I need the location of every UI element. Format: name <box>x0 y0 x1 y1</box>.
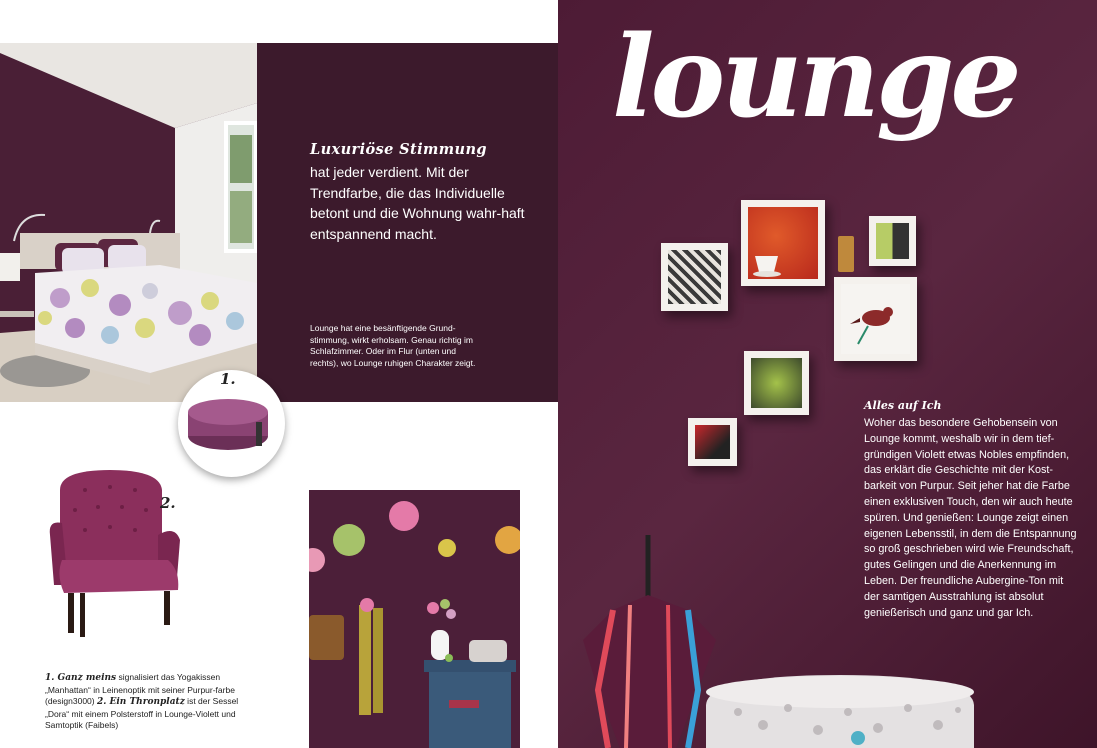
hallway-illustration <box>309 490 520 748</box>
armchair-photo <box>40 465 190 643</box>
hallway-photo <box>309 490 520 748</box>
bedroom-photo <box>0 43 257 402</box>
shadow-box-3 <box>869 216 916 266</box>
shadow-box-1 <box>661 243 728 311</box>
shadow-box-5 <box>744 351 809 415</box>
bird-icon <box>848 292 904 348</box>
intro-caption: Lounge hat eine besänftigende Grund-stimmung, wirkt erholsam. Genau richtig im Schlafzimmer. Oder im Flur (unten und rechts), wo Lounge ruhigen Charakter zeigt. <box>310 323 476 369</box>
caption-label-2: 2. Ein Thronplatz <box>96 697 185 707</box>
bedroom-illustration <box>0 43 257 402</box>
caption-text-1: signalisiert das Yogakissen „Manhattan“ in Leinenoptik mit seiner Purpur-farbe (design3000) <box>45 672 235 706</box>
glass-icon <box>836 234 856 274</box>
article-body: Woher das besondere Gehobensein von Lounge kommt, weshalb wir in dem tief-gründigen Violett etwas Nobles empfinden, das erklärt die Geschichte mit der Kost-barkeit von Purpur. Seit jeher hat die Farbe einen exklusiven Touch, den wir auch heute spüren. Und genießen: Lounge zeigt einen eigenen Lebensstil, in dem die Entspannung so groß geschrieben wird wie Freundschaft, gutes Gelingen und die Anerkennung im Leben. Der freundliche Aubergine-Ton mit der samtigen Ausstrahlung ist absolut genießerisch und ganz und gar Ich. <box>864 417 1077 619</box>
article-heading: Alles auf Ich <box>864 399 942 412</box>
intro-body: hat jeder verdient. Mit der Trendfarbe, die das Individuelle betont und die Wohnung wahr-haft entspannend macht. <box>310 164 525 242</box>
caption-text-2: ist der Sessel „Dora“ mit einem Polsterstoff in Lounge-Violett und Samtoptik (Faibels) <box>45 696 239 730</box>
shadow-box-6 <box>688 418 737 466</box>
page-title: lounge <box>612 12 1018 143</box>
intro-headline: Luxuriöse Stimmung <box>310 141 487 158</box>
product-caption <box>45 672 245 732</box>
caption-label-1: 1. Ganz meins <box>45 673 117 683</box>
marker-1: 1. <box>220 370 236 388</box>
armchair-illustration <box>40 465 190 643</box>
teacup-icon <box>752 252 784 278</box>
marker-2: 2. <box>160 494 176 512</box>
